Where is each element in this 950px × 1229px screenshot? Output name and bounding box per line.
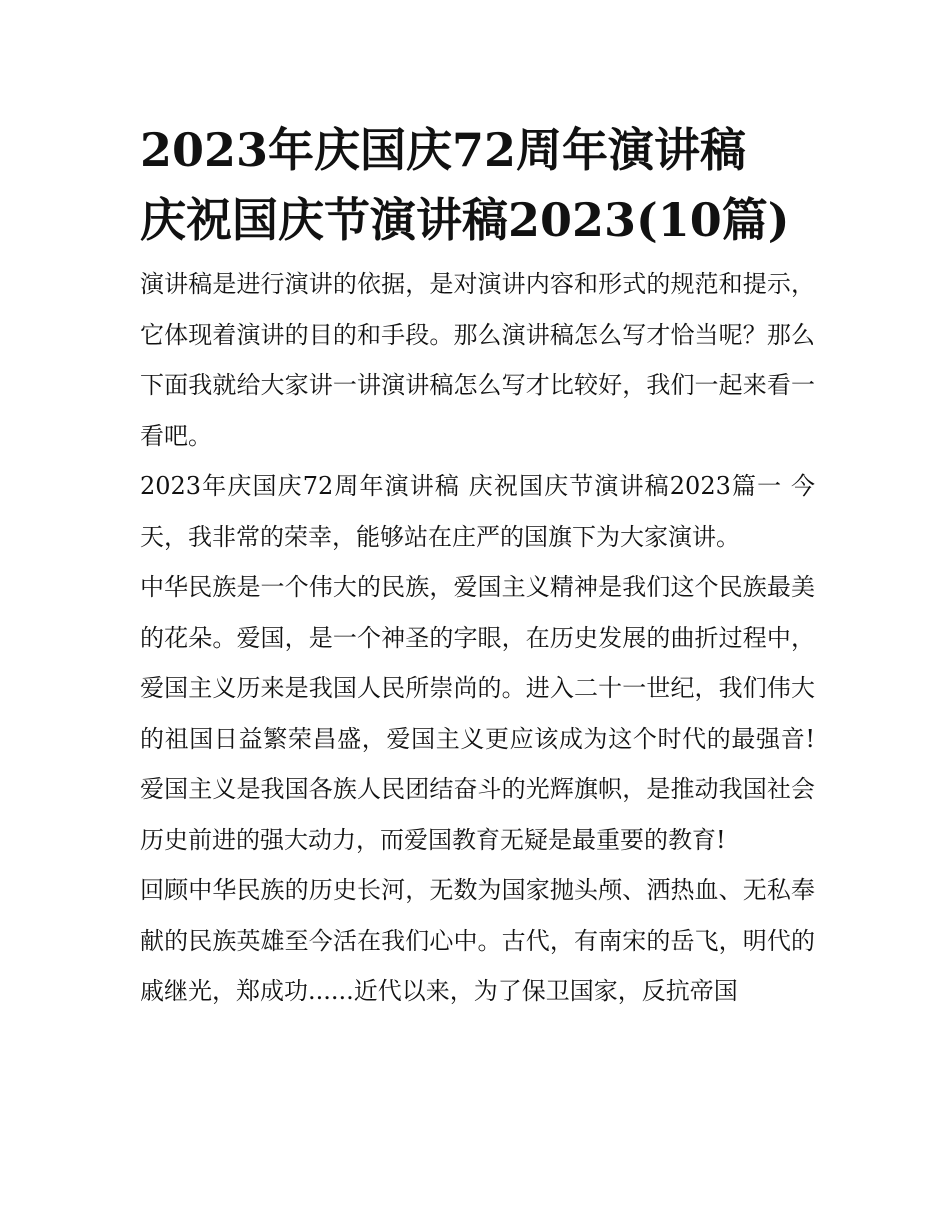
title-line-1: 2023年庆国庆72周年演讲稿	[140, 123, 747, 177]
paragraph-history: 回顾中华民族的历史长河，无数为国家抛头颅、洒热血、无私奉献的民族英雄至今活在我们心中。古代，有南宋的岳飞，明代的戚继光，郑成功......近代以来，为了保卫国家，反抗帝国	[140, 876, 815, 1005]
paragraph-intro: 演讲稿是进行演讲的依据，是对演讲内容和形式的规范和提示，它体现着演讲的目的和手段。那么演讲稿怎么写才恰当呢？那么下面我就给大家讲一讲演讲稿怎么写才比较好，我们一起来看一看吧。	[140, 270, 815, 450]
document-title	[140, 115, 815, 255]
document-body	[140, 115, 815, 1017]
paragraph-speech-one-opening: 2023年庆国庆72周年演讲稿 庆祝国庆节演讲稿2023篇一 今天，我非常的荣幸，能够站在庄严的国旗下为大家演讲。	[140, 472, 815, 551]
paragraph-patriotism: 中华民族是一个伟大的民族，爱国主义精神是我们这个民族最美的花朵。爱国，是一个神圣的字眼，在历史发展的曲折过程中，爱国主义历来是我国人民所崇尚的。进入二十一世纪，我们伟大的祖国日益繁荣昌盛，爱国主义更应该成为这个时代的最强音!爱国主义是我国各族人民团结奋斗的光辉旗帜，是推动我国社会历史前进的强大动力，而爱国教育无疑是最重要的教育!	[140, 573, 815, 854]
title-line-2: 庆祝国庆节演讲稿2023(10篇)	[140, 193, 790, 247]
